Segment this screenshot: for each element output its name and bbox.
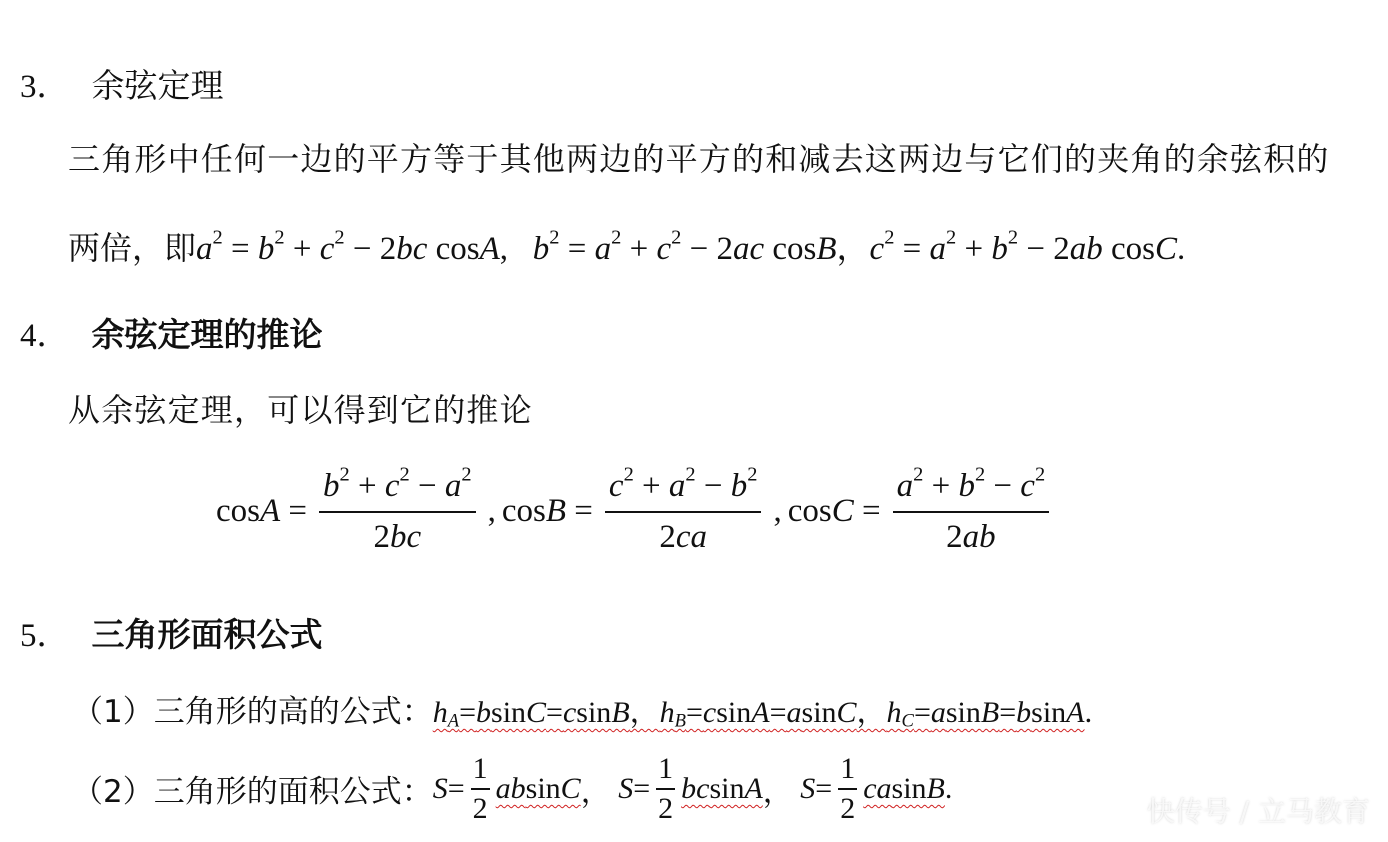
- section-5-heading: [20, 609, 323, 656]
- section-3-para-line1: 三角形中任何一边的平方等于其他两边的平方的和减去这两边与它们的夹角的余弦积的: [68, 140, 1330, 178]
- cos-a-lhs: cosA =: [216, 493, 308, 530]
- cosine-law-formulas: $a^2 = b^2 + c^2 - 2bc$ cosA, $b^2 = a^2 + c^2 - 2ac$ cosB，$c^2 = a^2 + b^2 - 2ab$ cosC.: [196, 226, 1186, 267]
- cosine-corollary-equations: cosA = $\frac{b^2 + c^2 - a^2}{2bc}$ , cosB = $\frac{c^2 + a^2 - b^2}{2ca}$ , cosC = $\frac{a^2 + b^2 - c^2}{2ab}$: [216, 468, 1055, 556]
- height-formulas: $h_A=bsinC=csinB$，$h_B=csinA=asinC$，$h_C=asinB=bsinA$: [432, 696, 1085, 732]
- height-formula-line: （1）三角形的高的公式：$h_A=bsinC=csinB$，$h_B=csinA=asinC$，$h_C=asinB=bsinA$.: [72, 694, 1093, 732]
- cos-b-fraction: $\frac{c^2 + a^2 - b^2}{2ca}$: [605, 468, 762, 556]
- section-5-number: 5．: [20, 618, 70, 654]
- section-4-para: 从余弦定理，可以得到它的推论: [68, 391, 533, 429]
- area-formula-line: [72, 752, 952, 826]
- section-3-para-line2: [68, 222, 1185, 269]
- section-3-para-line2-prefix: 两倍，即: [68, 229, 197, 267]
- area-formulas: S = 1 2 absinC ， S = 1 2 bcsinA ， S = 1 2 casinB .: [432, 752, 953, 825]
- cos-c-fraction: $\frac{a^2 + b^2 - c^2}{2ab}$: [893, 468, 1050, 556]
- section-3-title: 余弦定理: [91, 66, 224, 105]
- section-4-title: 余弦定理的推论: [91, 315, 323, 354]
- section-5-title: 三角形面积公式: [91, 615, 323, 654]
- section-3-number: 3．: [20, 69, 70, 105]
- cos-b-lhs: cosB =: [501, 493, 593, 530]
- height-formula-label: （1）三角形的高的公式：: [72, 694, 433, 730]
- section-4-heading: [20, 309, 323, 356]
- section-3-heading: [20, 60, 224, 107]
- cos-a-fraction: $\frac{b^2 + c^2 - a^2}{2bc}$: [319, 468, 476, 556]
- watermark: 快传号 / 立马教育: [1146, 795, 1370, 828]
- cos-c-lhs: cosC =: [787, 493, 881, 530]
- section-4-number: 4．: [20, 318, 70, 354]
- area-formula-label: （2）三角形的面积公式：: [72, 774, 433, 811]
